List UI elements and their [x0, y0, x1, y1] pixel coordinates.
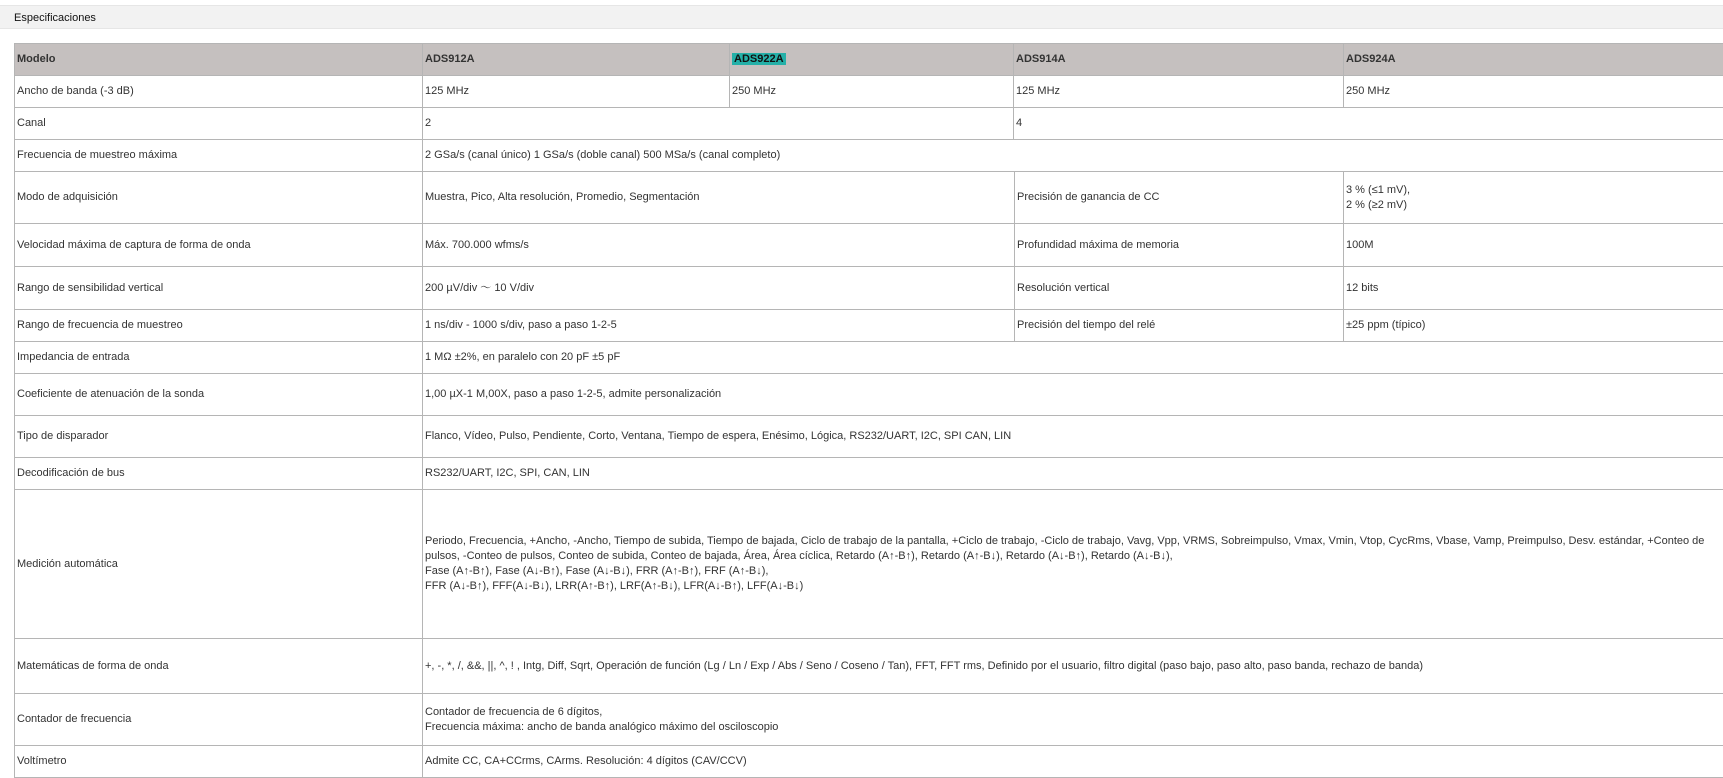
row-label: Canal [15, 108, 423, 140]
table-row [15, 490, 1723, 639]
row-value: Muestra, Pico, Alta resolución, Promedio, Segmentación [423, 172, 1015, 224]
value-line: 2 % (≥2 mV) [1346, 198, 1721, 213]
table-row [15, 172, 1723, 224]
row-value: 12 bits [1344, 267, 1723, 310]
row-value: 200 µV/div ～ 10 V/div [423, 267, 1015, 310]
table-row [15, 746, 1723, 778]
table-row [15, 140, 1723, 172]
header-model: ADS912A [423, 44, 730, 76]
value-line: Fase (A↑-B↑), Fase (A↓-B↑), Fase (A↓-B↓), FRR (A↑-B↑), FRF (A↑-B↓), [425, 564, 1721, 579]
row-label: Matemáticas de forma de onda [15, 639, 423, 694]
row-sublabel: Profundidad máxima de memoria [1015, 224, 1344, 267]
row-sublabel: Resolución vertical [1015, 267, 1344, 310]
row-value [423, 490, 1723, 639]
row-sublabel: Precisión de ganancia de CC [1015, 172, 1344, 224]
row-label: Tipo de disparador [15, 416, 423, 458]
table-row [15, 639, 1723, 694]
row-sublabel: Precisión del tiempo del relé [1015, 310, 1344, 342]
row-label: Contador de frecuencia [15, 694, 423, 746]
row-value: 100M [1344, 224, 1723, 267]
row-value: 1 MΩ ±2%, en paralelo con 20 pF ±5 pF [423, 342, 1723, 374]
value-line: FFR (A↓-B↑), FFF(A↓-B↓), LRR(A↑-B↑), LRF(A↑-B↓), LFR(A↓-B↑), LFF(A↓-B↓) [425, 579, 1721, 594]
row-value: 4 [1014, 108, 1723, 140]
value-line: Contador de frecuencia de 6 dígitos, [425, 705, 1721, 720]
table-row [15, 416, 1723, 458]
row-label: Decodificación de bus [15, 458, 423, 490]
row-value: 125 MHz [423, 76, 730, 108]
spec-table [14, 43, 1723, 778]
highlighted-text: ADS922A [732, 53, 786, 65]
table-row [15, 310, 1723, 342]
row-value: 250 MHz [730, 76, 1014, 108]
section-title: Especificaciones [14, 12, 96, 24]
row-value: 250 MHz [1344, 76, 1723, 108]
row-value: Máx. 700.000 wfms/s [423, 224, 1015, 267]
row-value: 1,00 µX-1 M,00X, paso a paso 1-2-5, admite personalización [423, 374, 1723, 416]
table-row [15, 267, 1723, 310]
header-label: Modelo [15, 44, 423, 76]
row-value: 2 [423, 108, 1014, 140]
table-row [15, 458, 1723, 490]
table-row [15, 224, 1723, 267]
header-model-highlighted [730, 44, 1014, 76]
row-label: Rango de frecuencia de muestreo [15, 310, 423, 342]
row-value: 2 GSa/s (canal único) 1 GSa/s (doble canal) 500 MSa/s (canal completo) [423, 140, 1723, 172]
row-value: +, -, *, /, &&, ||, ^, ! , Intg, Diff, Sqrt, Operación de función (Lg / Ln / Exp / Abs / Seno / Coseno / Tan), FFT, FFT rms, Definido por el usuario, filtro digital (paso bajo, paso alto, paso banda, rechazo de banda) [423, 639, 1723, 694]
header-model: ADS924A [1344, 44, 1723, 76]
row-label: Velocidad máxima de captura de forma de onda [15, 224, 423, 267]
row-value: 1 ns/div - 1000 s/div, paso a paso 1-2-5 [423, 310, 1015, 342]
table-row [15, 374, 1723, 416]
table-header-row [15, 44, 1723, 76]
row-value: Admite CC, CA+CCrms, CArms. Resolución: 4 dígitos (CAV/CCV) [423, 746, 1723, 778]
row-value: ±25 ppm (típico) [1344, 310, 1723, 342]
row-label: Coeficiente de atenuación de la sonda [15, 374, 423, 416]
row-value [1344, 172, 1723, 224]
row-value: RS232/UART, I2C, SPI, CAN, LIN [423, 458, 1723, 490]
table-row [15, 342, 1723, 374]
row-label: Impedancia de entrada [15, 342, 423, 374]
row-label: Voltímetro [15, 746, 423, 778]
value-line: Frecuencia máxima: ancho de banda analógico máximo del osciloscopio [425, 720, 1721, 735]
row-label: Modo de adquisición [15, 172, 423, 224]
row-value: 125 MHz [1014, 76, 1344, 108]
row-value: Flanco, Vídeo, Pulso, Pendiente, Corto, Ventana, Tiempo de espera, Enésimo, Lógica, RS232/UART, I2C, SPI CAN, LIN [423, 416, 1723, 458]
section-header [0, 5, 1723, 29]
value-line: Periodo, Frecuencia, +Ancho, -Ancho, Tiempo de subida, Tiempo de bajada, Ciclo de trabajo de la pantalla, +Ciclo de trabajo, -Ciclo de trabajo, Vavg, Vpp, VRMS, Sobreimpulso, Vmax, Vmin, Vtop, CycRms, Vbase, Vamp, Preimpulso, Desv. estándar, +Conteo de pulsos, -Conteo de pulsos, Conteo de subida, Conteo de bajada, Área, Área cíclica, Retardo (A↑-B↑), Retardo (A↑-B↓), Retardo (A↓-B↑), Retardo (A↓-B↓), [425, 534, 1721, 564]
row-label: Frecuencia de muestreo máxima [15, 140, 423, 172]
table-row [15, 694, 1723, 746]
row-label: Medición automática [15, 490, 423, 639]
table-row [15, 108, 1723, 140]
header-model: ADS914A [1014, 44, 1344, 76]
row-label: Ancho de banda (-3 dB) [15, 76, 423, 108]
value-line: 3 % (≤1 mV), [1346, 183, 1721, 198]
row-label: Rango de sensibilidad vertical [15, 267, 423, 310]
row-value [423, 694, 1723, 746]
table-row [15, 76, 1723, 108]
